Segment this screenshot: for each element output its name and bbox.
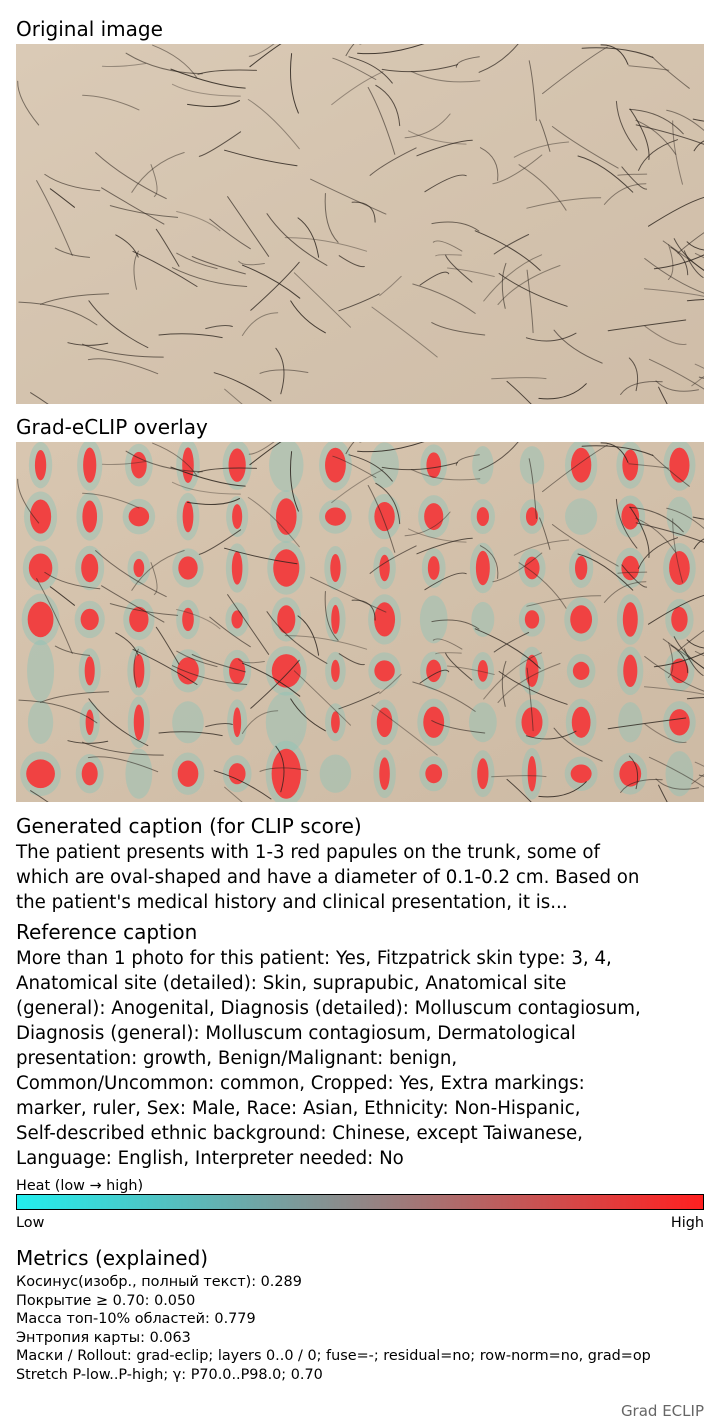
heat-spot: [35, 450, 46, 480]
heat-spot: [81, 554, 98, 582]
heat-spot: [623, 655, 637, 687]
heat-spot: [575, 556, 587, 580]
heat-spot: [232, 504, 242, 529]
metric-line: Косинус(изобр., полный текст): 0.289: [16, 1274, 302, 1290]
original-image: [16, 44, 704, 404]
heat-spot: [426, 660, 441, 682]
heat-spot: [477, 758, 488, 789]
heat-halo: [125, 749, 152, 799]
heat-spot: [229, 448, 246, 482]
heat-halo: [172, 701, 204, 743]
heat-halo: [28, 701, 53, 745]
heat-spot: [325, 507, 346, 525]
heat-halo: [420, 595, 448, 643]
heat-spot: [272, 654, 301, 687]
heat-spot: [374, 502, 394, 531]
heat-spot: [178, 556, 197, 579]
heat-scale-high: High: [670, 1215, 704, 1231]
heat-spot: [82, 501, 97, 533]
heat-halo: [27, 640, 54, 702]
heat-spot: [573, 662, 590, 680]
heat-spot: [29, 553, 53, 582]
heat-spot: [528, 756, 537, 792]
heat-spot: [571, 448, 591, 483]
heat-spot: [229, 763, 246, 784]
heat-spot: [426, 452, 441, 478]
heat-halo: [320, 755, 352, 793]
heat-spot: [81, 609, 99, 630]
heat-spot: [231, 610, 242, 628]
heat-spot: [129, 507, 150, 527]
heat-scale-label: Heat (low → high): [16, 1178, 144, 1194]
heat-spot: [379, 757, 390, 790]
heat-spot: [669, 709, 690, 735]
heat-spot: [26, 759, 55, 788]
heat-spot: [85, 656, 95, 685]
heat-spot: [272, 749, 301, 799]
heat-spot: [379, 555, 389, 581]
heat-spot: [83, 448, 96, 483]
heat-spot: [233, 707, 241, 737]
heat-spot: [178, 761, 199, 787]
heat-spot: [622, 450, 638, 481]
heat-spot: [572, 707, 591, 738]
overlay-image: [16, 442, 704, 802]
heat-spot: [476, 551, 490, 585]
heat-spot: [183, 501, 194, 533]
heat-spot: [669, 448, 689, 483]
heat-spot: [623, 602, 638, 637]
heat-spot: [86, 710, 94, 736]
heat-spot: [277, 605, 295, 633]
heat-spot: [374, 602, 395, 636]
heat-spot: [273, 549, 299, 586]
footer-label: Grad ECLIP: [620, 1402, 704, 1420]
heat-spot: [325, 448, 346, 483]
heat-spot: [425, 764, 442, 783]
metric-line: Маски / Rollout: grad-eclip; layers 0..0 / 0; fuse=-; residual=no; row-norm=no, grad=op: [16, 1348, 651, 1364]
heat-spot: [232, 551, 243, 584]
overlay-image-title: Grad-eCLIP overlay: [16, 415, 208, 439]
reference-caption: More than 1 photo for this patient: Yes, Fitzpatrick skin type: 3, 4, Anatomical site (detailed): Skin, suprapubic, Anatomical site (general): Anogenital, Diagnosis (detailed): Molluscum contagiosum, Diagnosis (general): Molluscum contagiosum, Dermatological presentation: growth, Benign/Malignant: benign, Common/Uncommon: common, Cropped: Yes, Extra markings: marker, ruler, Sex: Male, Race: Asian, Ethnicity: Non-Hispanic, Self-described ethnic background: Chinese, except Taiwanese, Language: English, Interpreter needed: No: [16, 948, 641, 1169]
metric-line: Энтропия карты: 0.063: [16, 1329, 191, 1346]
reference-caption-title: Reference caption: [16, 920, 198, 944]
heat-halo: [565, 498, 597, 535]
heat-spot: [82, 762, 98, 785]
heat-spot: [424, 503, 443, 530]
heat-spot: [423, 707, 444, 738]
heat-spot: [477, 507, 489, 526]
heat-spot: [134, 559, 145, 577]
heat-spot: [276, 498, 297, 535]
original-image-title: Original image: [16, 17, 163, 41]
heat-spot: [525, 610, 539, 628]
heat-halo: [469, 702, 497, 742]
heat-spot: [671, 607, 687, 632]
heat-spot: [331, 660, 340, 682]
metric-line: Масса топ-10% областей: 0.779: [16, 1311, 256, 1327]
metric-line: Stretch P-low..P-high; γ: P70.0..P98.0; 0.70: [16, 1366, 323, 1383]
heat-halo: [618, 702, 642, 742]
heat-scale-low: Low: [16, 1215, 45, 1231]
heat-spot: [28, 602, 54, 638]
metric-line: Покрытие ≥ 0.70: 0.050: [16, 1292, 196, 1309]
heat-colorbar: [16, 1194, 704, 1210]
heat-spot: [331, 605, 339, 634]
metrics-title: Metrics (explained): [16, 1246, 209, 1270]
heat-spot: [330, 554, 340, 582]
heat-spot: [374, 660, 394, 681]
metrics-list: [16, 1273, 720, 1384]
generated-caption-title: Generated caption (for CLIP score): [16, 814, 362, 838]
heat-spot: [177, 657, 199, 684]
heat-spot: [134, 704, 144, 740]
heat-spot: [571, 764, 592, 782]
heat-spot: [428, 556, 440, 580]
heat-spot: [377, 707, 393, 737]
heat-spot: [570, 605, 592, 633]
generated-caption: The patient presents with 1-3 red papules on the trunk, some of which are oval-shaped and have a diameter of 0.1-0.2 cm. Based on the patient's medical history and clinical presentation, it is...: [16, 842, 640, 913]
heat-spot: [331, 711, 340, 733]
